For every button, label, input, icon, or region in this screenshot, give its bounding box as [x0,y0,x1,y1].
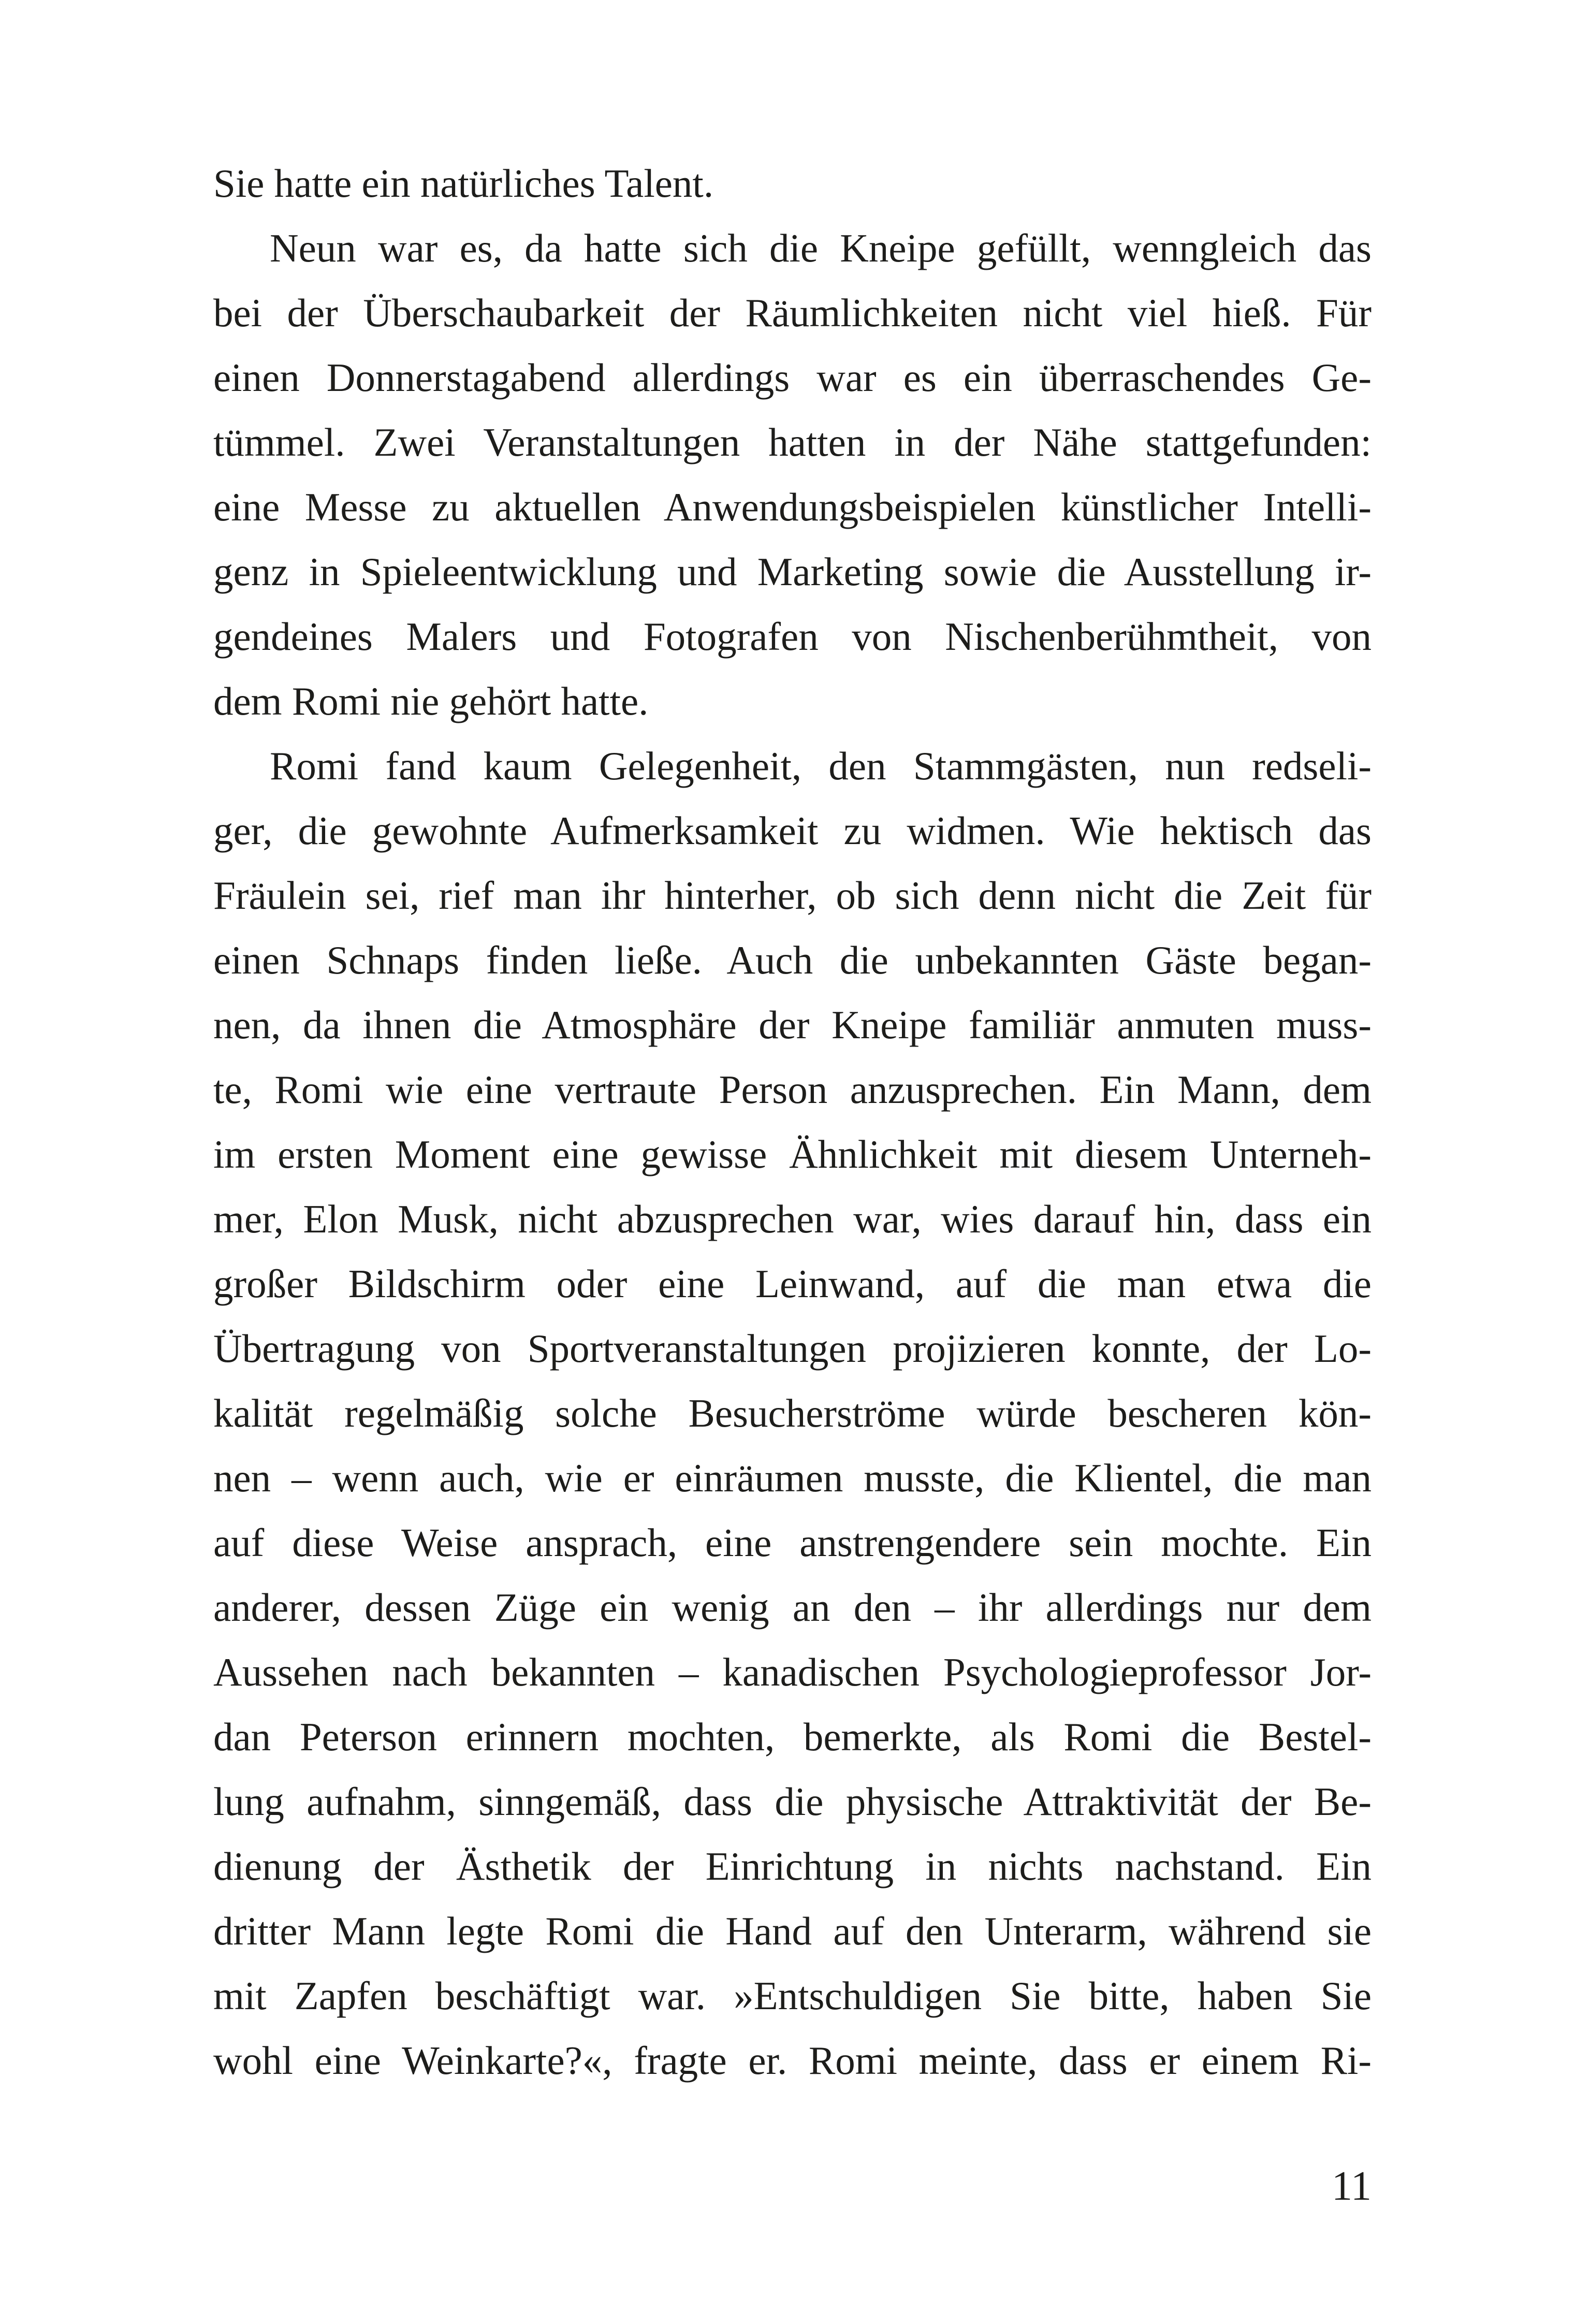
text-line: lung aufnahm, sinngemäß, dass die physische Attraktivität der Be- [213,1779,1372,1824]
text-line: kalität regelmäßig solche Besucherströme würde bescheren kön- [213,1391,1372,1435]
text-line: te, Romi wie eine vertraute Person anzusprechen. Ein Mann, dem [213,1067,1372,1112]
text-line: tümmel. Zwei Veranstaltungen hatten in der Nähe stattgefunden: [213,420,1372,464]
text-line: Romi fand kaum Gelegenheit, den Stammgästen, nun redseli- [270,744,1372,788]
text-line: Aussehen nach bekannten – kanadischen Psychologieprofessor Jor- [213,1650,1372,1694]
page-number: 11 [1331,2163,1372,2209]
text-line: eine Messe zu aktuellen Anwendungsbeispielen künstlicher Intelli- [213,485,1372,529]
text-line: mer, Elon Musk, nicht abzusprechen war, wies darauf hin, dass ein [213,1197,1372,1241]
text-line: einen Schnaps finden ließe. Auch die unbekannten Gäste began- [213,938,1372,982]
text-line: bei der Überschaubarkeit der Räumlichkeiten nicht viel hieß. Für [213,290,1372,335]
text-line: Sie hatte ein natürliches Talent. [213,161,714,206]
text-line: Neun war es, da hatte sich die Kneipe gefüllt, wenngleich das [270,226,1372,270]
text-line: im ersten Moment eine gewisse Ähnlichkeit mit diesem Unterneh- [213,1132,1372,1176]
text-line: nen – wenn auch, wie er einräumen musste, die Klientel, die man [213,1456,1372,1500]
text-line: dem Romi nie gehört hatte. [213,679,649,723]
text-line: dienung der Ästhetik der Einrichtung in nichts nachstand. Ein [213,1844,1372,1889]
text-line: einen Donnerstagabend allerdings war es ein überraschendes Ge- [213,355,1372,400]
text-line: Übertragung von Sportveranstaltungen projizieren konnte, der Lo- [213,1326,1372,1371]
text-line: dritter Mann legte Romi die Hand auf den Unterarm, während sie [213,1909,1372,1953]
text-line: nen, da ihnen die Atmosphäre der Kneipe familiär anmuten muss- [213,1003,1372,1047]
text-line: anderer, dessen Züge ein wenig an den – ihr allerdings nur dem [213,1585,1372,1630]
text-line: auf diese Weise ansprach, eine anstrengendere sein mochte. Ein [213,1520,1372,1565]
body-text [213,151,1372,2093]
text-line: genz in Spieleentwicklung und Marketing sowie die Ausstellung ir- [213,549,1372,594]
text-line: großer Bildschirm oder eine Leinwand, auf die man etwa die [213,1261,1372,1306]
text-line: Fräulein sei, rief man ihr hinterher, ob sich denn nicht die Zeit für [213,873,1372,918]
text-line: mit Zapfen beschäftigt war. »Entschuldigen Sie bitte, haben Sie [213,1973,1372,2018]
text-line: dan Peterson erinnern mochten, bemerkte, als Romi die Bestel- [213,1715,1372,1759]
text-line: wohl eine Weinkarte?«, fragte er. Romi meinte, dass er einem Ri- [213,2038,1372,2083]
text-line: ger, die gewohnte Aufmerksamkeit zu widmen. Wie hektisch das [213,808,1372,853]
text-line: gendeines Malers und Fotografen von Nischenberühmtheit, von [213,614,1372,659]
